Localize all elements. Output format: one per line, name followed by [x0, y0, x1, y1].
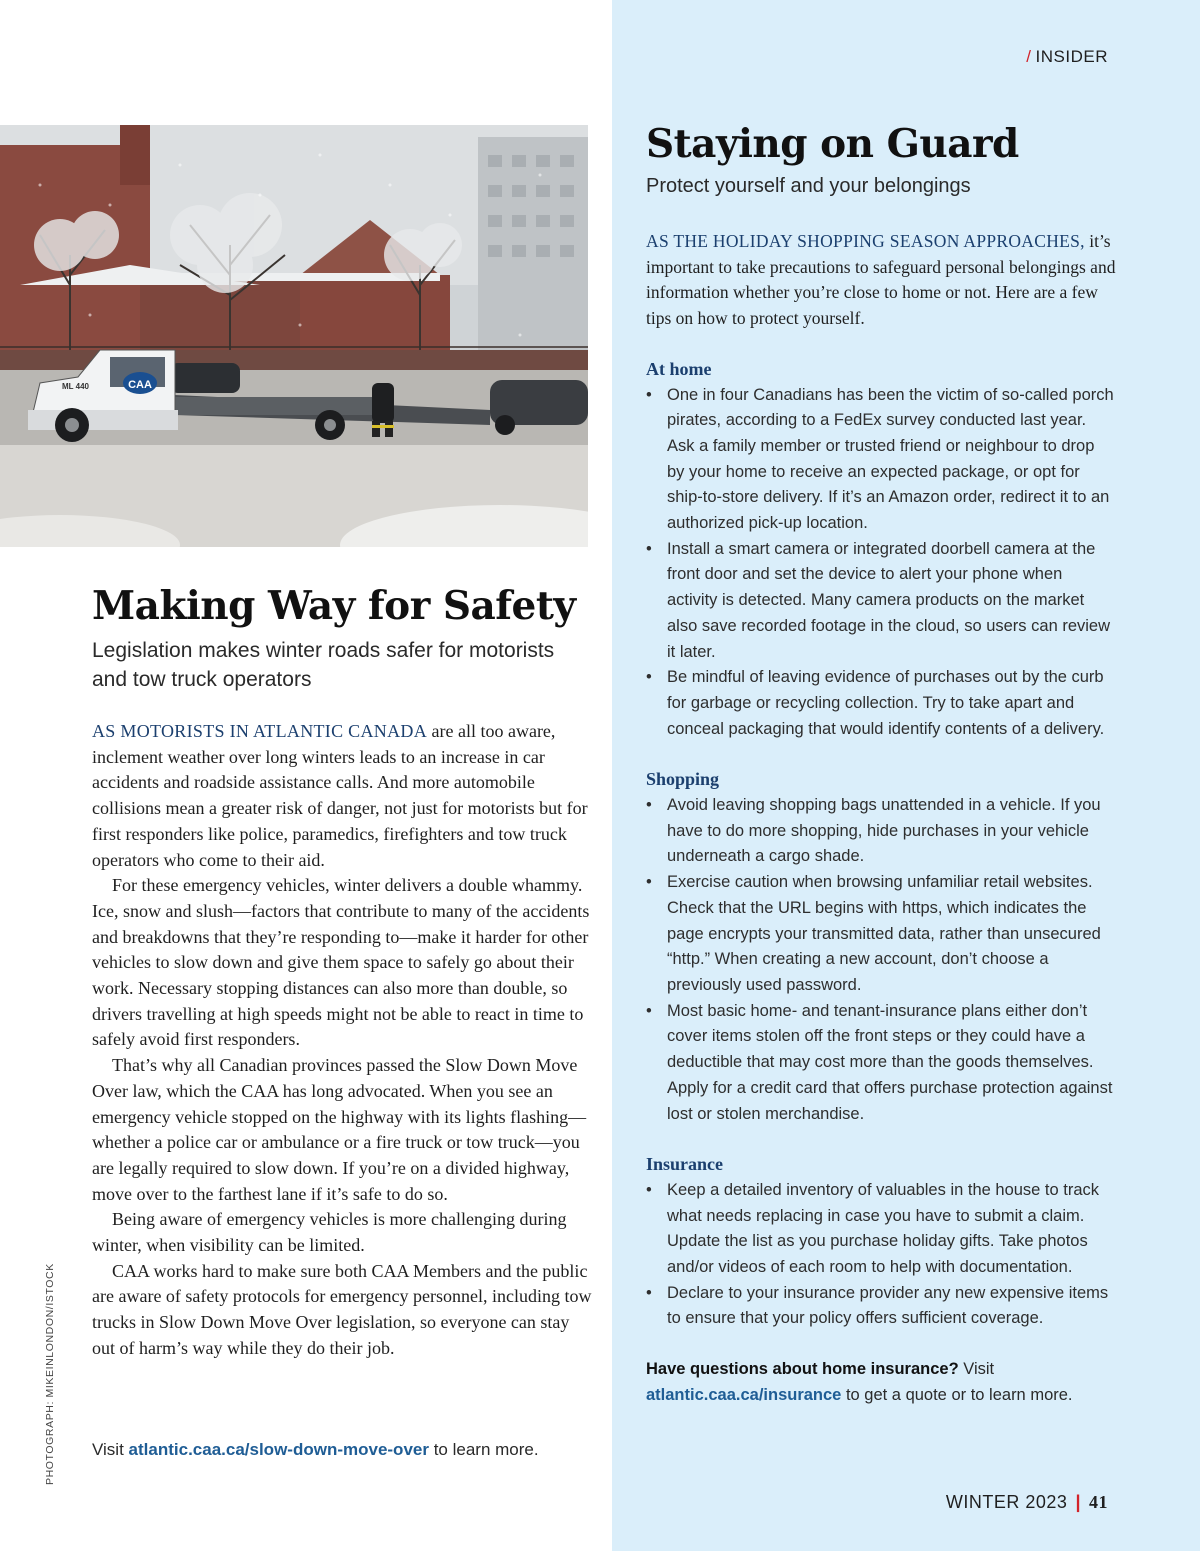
visit-prefix: Visit — [92, 1440, 129, 1459]
left-paragraph-4: Being aware of emergency vehicles is more challenging during winter, when visibility can be limited. — [92, 1209, 567, 1256]
tip-text: Declare to your insurance provider any new expensive items to ensure that your policy offers sufficient coverage. — [667, 1283, 1109, 1328]
slow-down-move-over-link[interactable]: atlantic.caa.ca/slow-down-move-over — [128, 1440, 429, 1459]
tip-text: Be mindful of leaving evidence of purchases out by the curb for garbage or recycling collection. Try to take apart and conceal packaging that would identify contents of a delivery. — [667, 668, 1105, 738]
left-paragraph-2: For these emergency vehicles, winter delivers a double whammy. Ice, snow and slush—factors that contribute to many of the accidents and breakdowns that they’re responding to—make it harder for other vehicles to slow down and give them space to safely go about their work. Necessary stopping distances can also more than double, so drivers travelling at high speeds might not be able to react in time to safely avoid first responders. — [92, 875, 590, 1050]
list-item — [646, 1281, 1116, 1332]
list-item — [646, 793, 1116, 870]
bullet-icon: • — [646, 539, 652, 558]
bullet-icon: • — [646, 796, 652, 815]
page-number: 41 — [1089, 1492, 1108, 1512]
section-slash: / — [1026, 47, 1032, 66]
bullet-icon: • — [646, 385, 652, 404]
left-headline: Making Way for Safety — [92, 583, 576, 629]
bullet-icon: • — [646, 1001, 652, 1020]
list-item — [646, 870, 1116, 999]
bullet-icon: • — [646, 1283, 652, 1302]
section-label: INSIDER — [1035, 47, 1108, 66]
left-paragraph-5: CAA works hard to make sure both CAA Members and the public are aware of safety protocols for emergency personnel, including tow trucks in Slow Down Move Over legislation, so everyone can stay out of harm’s way while they do their job. — [92, 1260, 592, 1358]
tip-text: Most basic home- and tenant-insurance plans either don’t cover items stolen off the front steps or they could have a deductible that may cost more than the goods themselves. Apply for a credit card that offers purchase protection against lost or stolen merchandise. — [667, 1001, 1113, 1123]
subhead-insurance: Insurance — [646, 1154, 724, 1175]
tow-truck-photo — [0, 125, 588, 547]
left-lead-caps: AS MOTORISTS IN ATLANTIC CANADA — [92, 721, 427, 741]
cta-suffix: to get a quote or to learn more. — [841, 1385, 1073, 1404]
tips-shopping — [646, 793, 1116, 1127]
bullet-icon: • — [646, 1180, 652, 1199]
left-paragraph-3: That’s why all Canadian provinces passed the Slow Down Move Over law, which the CAA has long advocated. When you see an emergency vehicle stopped on the highway with its lights flashing—whether a police car or ambulance or a fire truck or tow truck—you are legally required to slow down. If you’re on a divided highway, move over to the farthest lane if it’s safe to do so. — [92, 1055, 587, 1204]
truck-unit-number: ML 440 — [62, 382, 89, 391]
left-deck: Legislation makes winter roads safer for motorists and tow truck operators — [92, 639, 555, 691]
right-headline: Staying on Guard — [646, 121, 1019, 167]
photo-credit: PHOTOGRAPH: MIKEINLONDON/ISTOCK — [44, 1263, 56, 1485]
tips-insurance — [646, 1178, 1116, 1332]
right-lead-caps: AS THE HOLIDAY SHOPPING SEASON APPROACHES, — [646, 231, 1085, 251]
cta-visit: Visit — [958, 1360, 995, 1379]
insurance-cta — [646, 1357, 1116, 1408]
tips-at-home — [646, 383, 1116, 743]
left-body — [92, 719, 592, 1362]
bullet-icon: • — [646, 873, 652, 892]
right-intro-text: it’s important to take precautions to safeguard personal belongings and information whether you’re close to home or not. Here are a few tips on how to protect yourself. — [646, 231, 1116, 329]
left-visit-line — [92, 1440, 592, 1460]
subhead-at-home: At home — [646, 358, 712, 379]
visit-suffix: to learn more. — [428, 1440, 539, 1459]
list-item — [646, 1178, 1116, 1281]
tip-text: Avoid leaving shopping bags unattended in a vehicle. If you have to do more shopping, hide purchases in your vehicle underneath a cargo shade. — [667, 796, 1101, 866]
list-item — [646, 999, 1116, 1128]
issue-label: WINTER 2023 — [945, 1492, 1068, 1512]
tip-text: One in four Canadians has been the victim of so-called porch pirates, according to a FedEx survey conducted last year. Ask a family member or trusted friend or neighbour to drop by your home to receive an expected package, or opt for ship-to-store delivery. If it’s an Amazon order, redirect it to an authorized pick-up location. — [667, 385, 1114, 533]
svg-text:CAA: CAA — [128, 379, 152, 391]
tip-text: Exercise caution when browsing unfamiliar retail websites. Check that the URL begins with https, which indicates the page encrypts your transmitted data, rather than unsecured “http.” When creating a new account, don’t choose a previously used password. — [667, 873, 1101, 994]
left-p1-text: are all too aware, inclement weather over long winters leads to an increase in car accidents and roadside assistance calls. And more automobile collisions mean a greater risk of danger, not just for motorists but for first responders like police, paramedics, firefighters and tow truck operators who come to their aid. — [92, 721, 588, 870]
tow-truck-illustration — [0, 125, 588, 547]
right-deck: Protect yourself and your belongings — [646, 175, 971, 197]
folio-separator: | — [1075, 1492, 1081, 1512]
list-item — [646, 383, 1116, 537]
list-item — [646, 537, 1116, 666]
tip-text: Install a smart camera or integrated doorbell camera at the front door and set the device to alert your phone when activity is detected. Many camera products on the market also save recorded footage in the cloud, so users can review it later. — [667, 539, 1111, 661]
section-insurance — [646, 1152, 1116, 1332]
subhead-shopping: Shopping — [646, 769, 720, 790]
truck-logo — [123, 372, 157, 394]
section-shopping — [646, 767, 1116, 1127]
left-paragraph-1 — [92, 719, 592, 873]
list-item — [646, 665, 1116, 742]
left-article — [92, 580, 592, 1362]
right-article — [646, 118, 1116, 1409]
bullet-icon: • — [646, 668, 652, 687]
page-folio — [946, 1492, 1108, 1513]
section-tag — [1026, 47, 1108, 67]
right-intro — [646, 229, 1116, 332]
insurance-link[interactable]: atlantic.caa.ca/insurance — [646, 1385, 842, 1404]
cta-question: Have questions about home insurance? — [646, 1360, 959, 1379]
section-at-home — [646, 357, 1116, 743]
tip-text: Keep a detailed inventory of valuables in the house to track what needs replacing in case you have to submit a claim. Update the list as you purchase holiday gifts. Take photos and/or videos of each room to help with documentation. — [667, 1180, 1100, 1277]
